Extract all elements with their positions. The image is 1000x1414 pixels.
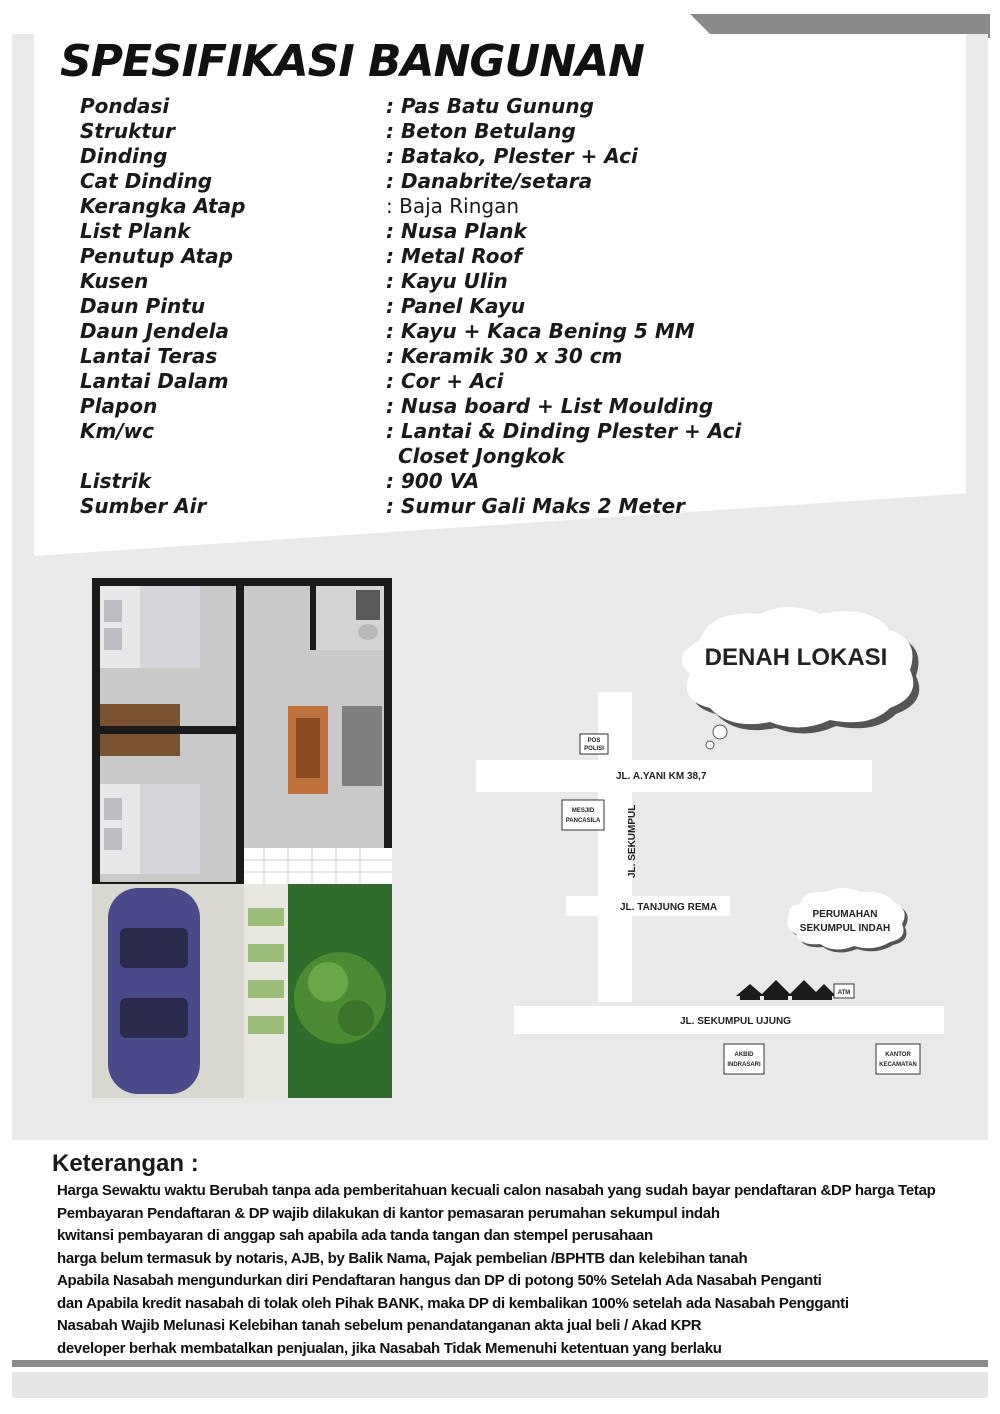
bottom-bar-dark bbox=[12, 1360, 988, 1367]
bottom-bar-light bbox=[12, 1372, 988, 1398]
spec-value: : Kayu Ulin bbox=[386, 269, 508, 293]
spec-label: Dinding bbox=[80, 144, 168, 168]
spec-value: : Nusa board + List Moulding bbox=[386, 394, 714, 418]
spec-row-cat-dinding bbox=[80, 169, 780, 194]
cloud-bubble-icon bbox=[682, 607, 919, 749]
spec-row-sumber-air bbox=[80, 494, 780, 519]
wardrobe-1-icon bbox=[100, 704, 180, 726]
svg-text:PANCASILA: PANCASILA bbox=[565, 818, 601, 824]
spec-value: : Danabrite/setara bbox=[386, 169, 593, 193]
note-line: harga belum termasuk by notaris, AJB, by Balik Nama, Pajak pembelian /BPHTB dan kelebihan tanah bbox=[57, 1249, 748, 1267]
spec-value: : Cor + Aci bbox=[386, 369, 504, 393]
spec-label: Plapon bbox=[80, 394, 158, 418]
spec-row-km-wc bbox=[80, 419, 780, 444]
spec-row-listrik bbox=[80, 469, 780, 494]
perumahan-label-2: SEKUMPUL INDAH bbox=[799, 923, 891, 934]
spec-row-pondasi bbox=[80, 94, 780, 119]
spec-row-lantai-dalam bbox=[80, 369, 780, 394]
spec-label: Km/wc bbox=[80, 419, 154, 443]
spec-row-dinding bbox=[80, 144, 780, 169]
spec-value: : Batako, Plester + Aci bbox=[386, 144, 638, 168]
spec-value: : Keramik 30 x 30 cm bbox=[386, 344, 623, 368]
perumahan-cloud-icon bbox=[787, 888, 908, 953]
mesjid-marker bbox=[562, 800, 604, 830]
notes-title: Keterangan : bbox=[52, 1150, 199, 1177]
perumahan-label-1: PERUMAHAN bbox=[812, 909, 878, 920]
spec-label: Sumber Air bbox=[80, 494, 207, 518]
spec-title: SPESIFIKASI BANGUNAN bbox=[60, 36, 644, 87]
spec-value: : Panel Kayu bbox=[386, 294, 526, 318]
road-ayani-label: JL. A.YANI KM 38,7 bbox=[616, 771, 707, 782]
spec-list bbox=[80, 94, 780, 519]
spec-value: : Pas Batu Gunung bbox=[386, 94, 594, 118]
spec-value: : Sumur Gali Maks 2 Meter bbox=[386, 494, 685, 518]
spec-value: : 900 VA bbox=[386, 469, 480, 493]
note-line: developer berhak membatalkan penjualan, jika Nasabah Tidak Memenuhi ketentuan yang berlaku bbox=[57, 1339, 722, 1357]
svg-text:POS: POS bbox=[587, 738, 601, 744]
svg-text:KANTOR: KANTOR bbox=[885, 1052, 911, 1058]
spec-row-kerangka-atap bbox=[80, 194, 780, 219]
spec-value: : Beton Betulang bbox=[386, 119, 576, 143]
note-line: Apabila Nasabah mengundurkan diri Pendaftaran hangus dan DP di potong 50% Setelah Ada Nasabah Penganti bbox=[57, 1272, 822, 1289]
spec-label: List Plank bbox=[80, 219, 191, 243]
kantor-kecamatan-marker bbox=[876, 1044, 920, 1074]
notes-list bbox=[57, 1180, 977, 1360]
spec-row-plapon bbox=[80, 394, 780, 419]
spec-label: Daun Pintu bbox=[80, 294, 206, 318]
floor-plan-illustration bbox=[92, 578, 392, 1098]
note-line: Pembayaran Pendaftaran & DP wajib dilakukan di kantor pemasaran perumahan sekumpul indah bbox=[57, 1204, 720, 1222]
note-line: Nasabah Wajib Melunasi Kelebihan tanah sebelum penandatanganan akta jual beli / Akad KPR bbox=[57, 1317, 702, 1334]
road-ujung-label: JL. SEKUMPUL UJUNG bbox=[680, 1016, 791, 1027]
spec-row-penutup-atap bbox=[80, 244, 780, 269]
road-tanjung-label: JL. TANJUNG REMA bbox=[620, 902, 718, 913]
note-line: dan Apabila kredit nasabah di tolak oleh Pihak BANK, maka DP di kembalikan 100% setelah ada Nasabah Pengganti bbox=[57, 1294, 849, 1312]
spec-row-kusen bbox=[80, 269, 780, 294]
svg-text:AKBID: AKBID bbox=[734, 1052, 754, 1058]
spec-label: Kerangka Atap bbox=[80, 194, 246, 218]
note-line: kwitansi pembayaran di anggap sah apabila ada tanda tangan dan stempel perusahaan bbox=[57, 1227, 653, 1244]
spec-label: Penutup Atap bbox=[80, 244, 233, 268]
spec-label: Cat Dinding bbox=[80, 169, 213, 193]
car-icon bbox=[108, 888, 200, 1094]
svg-text:INDRASARI: INDRASARI bbox=[727, 1062, 761, 1068]
spec-value-cont: Closet Jongkok bbox=[398, 444, 565, 468]
spec-label: Struktur bbox=[80, 119, 176, 143]
spec-row-lantai-teras bbox=[80, 344, 780, 369]
svg-text:KECAMATAN: KECAMATAN bbox=[879, 1062, 917, 1068]
spec-label: Pondasi bbox=[80, 94, 170, 118]
svg-text:POLISI: POLISI bbox=[584, 746, 604, 752]
location-map bbox=[470, 600, 970, 1100]
svg-text:ATM: ATM bbox=[837, 990, 851, 996]
houses-icon bbox=[736, 980, 836, 1000]
spec-row-struktur bbox=[80, 119, 780, 144]
spec-value: : Lantai & Dinding Plester + Aci bbox=[386, 419, 742, 443]
note-line: Harga Sewaktu waktu Berubah tanpa ada pemberitahuan kecuali calon nasabah yang sudah bayar pendaftaran &DP harga Tetap bbox=[57, 1182, 936, 1199]
akbid-marker bbox=[724, 1044, 764, 1074]
spec-label: Kusen bbox=[80, 269, 149, 293]
spec-value: : Metal Roof bbox=[386, 244, 522, 268]
spec-row-list-plank bbox=[80, 219, 780, 244]
wardrobe-2-icon bbox=[100, 734, 180, 756]
toilet-icon bbox=[356, 590, 380, 620]
spec-row-km-wc-cont bbox=[80, 444, 780, 469]
spec-label: Listrik bbox=[80, 469, 152, 493]
pos-polisi-marker bbox=[580, 734, 608, 754]
map-title: DENAH LOKASI bbox=[704, 644, 888, 671]
spec-label: Lantai Dalam bbox=[80, 369, 229, 393]
spec-value: : Kayu + Kaca Bening 5 MM bbox=[386, 319, 695, 343]
atm-marker bbox=[834, 984, 854, 998]
spec-row-daun-pintu bbox=[80, 294, 780, 319]
svg-text:MESJID: MESJID bbox=[571, 808, 595, 814]
road-sekumpul-label: JL. SEKUMPUL bbox=[627, 804, 638, 878]
sofa-icon bbox=[342, 706, 382, 786]
spec-label: Daun Jendela bbox=[80, 319, 230, 343]
spec-row-daun-jendela bbox=[80, 319, 780, 344]
spec-value: : Nusa Plank bbox=[386, 219, 527, 243]
spec-label: Lantai Teras bbox=[80, 344, 218, 368]
spec-value: : Baja Ringan bbox=[386, 194, 519, 218]
